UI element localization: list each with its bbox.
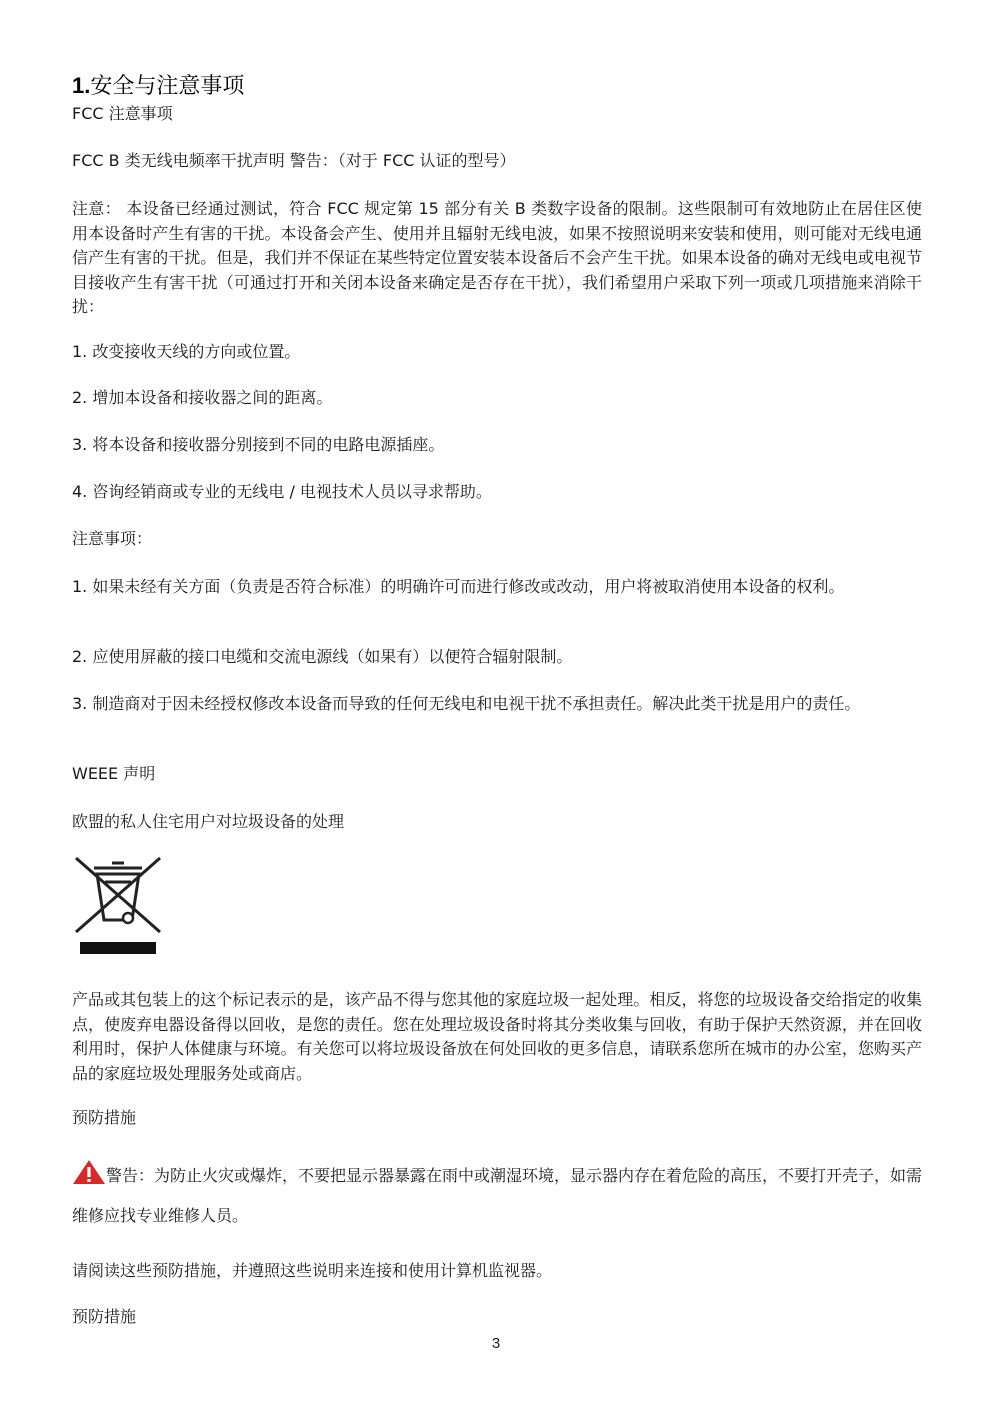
warning-text: 警告：为防止火灾或爆炸，不要把显示器暴露在雨中或潮湿环境，显示器内存在着危险的高压，不要打开壳子，如需维修应找专业维修人员。 xyxy=(72,1166,923,1225)
measure-item-3: 3. 将本设备和接收器分别接到不同的电路电源插座。 xyxy=(72,435,445,454)
weee-heading: WEEE 声明 xyxy=(72,764,156,783)
weee-paragraph: 产品或其包装上的这个标记表示的是，该产品不得与您其他的家庭垃圾一起处理。相反，将您的垃圾设备交给指定的收集点，使废弃电器设备得以回收，是您的责任。您在处理垃圾设备时将其分类收集与回收，有助于保护天然资源，并在回收利用时，保护人体健康与环境。有关您可以将垃圾设备放在何处回收的更多信息，请联系您所在城市的办公室，您购买产品的家庭垃圾处理服务处或商店。 xyxy=(72,990,922,1083)
crossed-out-wheelie-bin-icon xyxy=(72,852,164,956)
page-number: 3 xyxy=(491,1335,501,1352)
note-item-1: 1. 如果未经有关方面（负责是否符合标准）的明确许可而进行修改或改动，用户将被取消使用本设备的权利。 xyxy=(72,577,845,596)
warning-paragraph xyxy=(72,1156,922,1236)
measure-item-4: 4. 咨询经销商或专业的无线电 / 电视技术人员以寻求帮助。 xyxy=(72,482,492,501)
precautions-heading: 预防措施 xyxy=(72,1108,137,1127)
warning-triangle-icon xyxy=(72,1159,106,1185)
note-item-3: 3. 制造商对于因未经授权修改本设备而导致的任何无线电和电视干扰不承担责任。解决此类干扰是用户的责任。 xyxy=(72,694,861,713)
section-title-text: 安全与注意事项 xyxy=(90,74,245,99)
fcc-heading: FCC 注意事项 xyxy=(72,104,173,123)
note-item-2: 2. 应使用屏蔽的接口电缆和交流电源线（如果有）以便符合辐射限制。 xyxy=(72,647,573,666)
notes-heading: 注意事项： xyxy=(72,529,153,548)
measure-item-2: 2. 增加本设备和接收器之间的距离。 xyxy=(72,388,333,407)
measure-item-1: 1. 改变接收天线的方向或位置。 xyxy=(72,342,301,361)
weee-subheading: 欧盟的私人住宅用户对垃圾设备的处理 xyxy=(72,812,345,831)
page-title xyxy=(72,72,922,101)
notice-paragraph: 注意： 本设备已经通过测试，符合 FCC 规定第 15 部分有关 B 类数字设备的限制。这些限制可有效地防止在居住区使用本设备时产生有害的干扰。本设备会产生、使用并且辐射无线电波，如果不按照说明来安装和使用，则可能对无线电通信产生有害的干扰。但是，我们并不保证在某些特定位置安装本设备后不会产生干扰。如果本设备的确对无线电或电视节目接收产生有害干扰（可通过打开和关闭本设备来确定是否存在干扰），我们希望用户采取下列一项或几项措施来消除干扰： xyxy=(72,199,922,316)
precautions-heading-2: 预防措施 xyxy=(72,1307,137,1326)
section-number: 1. xyxy=(72,73,91,98)
fcc-statement: FCC B 类无线电频率干扰声明 警告：（对于 FCC 认证的型号） xyxy=(72,151,516,170)
read-instructions: 请阅读这些预防措施，并遵照这些说明来连接和使用计算机监视器。 xyxy=(72,1261,553,1280)
